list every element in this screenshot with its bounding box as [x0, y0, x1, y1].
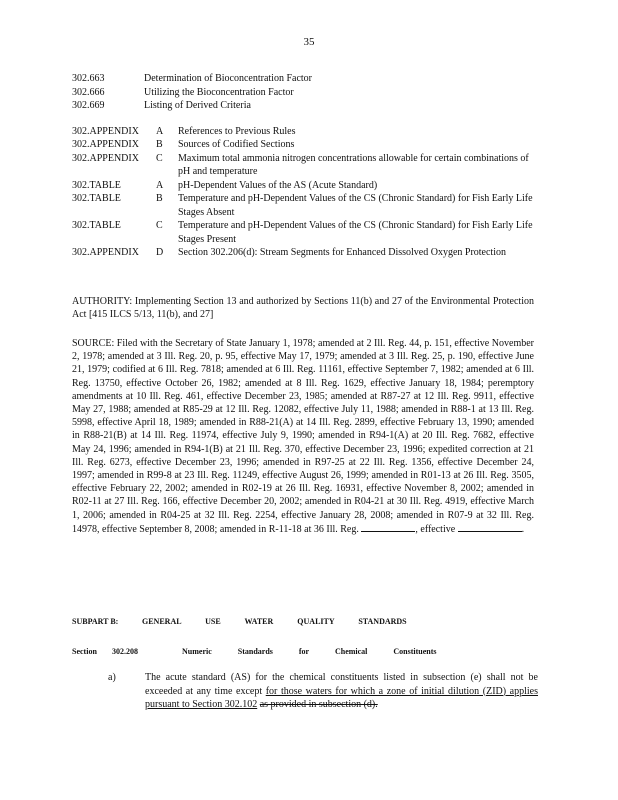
- toc-section: 302.663: [72, 73, 105, 84]
- toc-row: [72, 86, 542, 100]
- toc-title: Maximum total ammonia nitrogen concentrations allowable for certain combinations of pH and temperature: [178, 152, 529, 177]
- toc-row: [72, 72, 542, 86]
- toc-row: [72, 138, 542, 152]
- toc-section: 302.APPENDIX: [72, 139, 139, 150]
- subpart-heading: [72, 617, 407, 626]
- subsection-body: The acute standard (AS) for the chemical constituents listed in subsection (e) shall not be exceeded at any time except: [145, 672, 538, 697]
- toc-title: Temperature and pH-Dependent Values of the CS (Chronic Standard) for Fish Early Life Stages Present: [178, 220, 533, 245]
- toc-row: [72, 192, 542, 219]
- subsection-a: [108, 671, 538, 712]
- toc-section: 302.APPENDIX: [72, 125, 139, 137]
- toc-row: [72, 179, 542, 193]
- toc-section: 302.TABLE: [72, 193, 121, 204]
- toc-section: 302.APPENDIX: [72, 152, 139, 164]
- inserted-text: for those waters for which a zone of initial dilution (ZID) applies pursuant to Section 302.102: [145, 685, 539, 710]
- toc-title: Listing of Derived Criteria: [144, 100, 251, 111]
- section-label: Section: [72, 647, 97, 656]
- authority-note: AUTHORITY: Implementing Section 13 and authorized by Sections 11(b) and 27 of the Environmental Protection Act [415 ILCS 5/13, 11(b), and 27]: [72, 296, 534, 321]
- toc-section: 302.TABLE: [72, 179, 121, 191]
- toc-section: 302.APPENDIX: [72, 247, 139, 258]
- toc-row: [72, 219, 542, 246]
- section-title: Numeric Standards for Chemical Constituents: [182, 647, 437, 656]
- toc-title: pH-Dependent Values of the AS (Acute Standard): [178, 179, 378, 191]
- toc-row: [72, 99, 542, 113]
- toc-section: 302.666: [72, 86, 105, 98]
- section-heading: [72, 647, 437, 656]
- blank-line: [361, 522, 415, 532]
- subpart-label: SUBPART B:: [72, 617, 119, 626]
- subsection-label: a): [108, 672, 116, 683]
- source-effective: effective: [420, 523, 456, 535]
- toc-section: 302.TABLE: [72, 220, 121, 231]
- page-number: 35: [303, 36, 315, 48]
- table-of-contents: [72, 72, 542, 260]
- toc-row: [72, 246, 542, 260]
- subpart-title: GENERAL USE WATER QUALITY STANDARDS: [142, 617, 407, 626]
- toc-title: Sources of Codified Sections: [178, 139, 295, 150]
- toc-title: Utilizing the Bioconcentration Factor: [144, 86, 294, 98]
- toc-title: Temperature and pH-Dependent Values of the CS (Chronic Standard) for Fish Early Life Stages Absent: [178, 193, 533, 218]
- toc-letter: A: [156, 179, 164, 191]
- source-note: SOURCE: Filed with the Secretary of State January 1, 1978; amended at 2 Ill. Reg. 44, p. 151, effective November 2, 1978; amended at 3 Ill. Reg. 20, p. 95, effective May 17, 1979; amended at 3 Ill. Reg. 25, p. 190, effective June 21, 1979; codified at 6 Ill. Reg. 7818; amended at 6 Ill. Reg. 11161, effective September 7, 1982; amended at 6 Ill. Reg. 13750, effective October 26, 1982; amended at 8 Ill. Reg. 1629, effective January 18, 1984; peremptory amendments at 10 Ill. Reg. 461, effective December 23, 1985; amended at R87-27 at 12 Ill. Reg. 9911, effective May 27, 1988; amended at R85-29 at 12 Ill. Reg. 12082, effective July 11, 1988; amended in R88-1 at 13 Ill. Reg. 5998, effective April 18, 1989; amended in R88-21(A) at 14 Ill. Reg. 2899, effective February 13, 1990; amended in R88-21(B) at 14 Ill. Reg. 11974, effective July 9, 1990; amended in R94-1(A) at 20 Ill. Reg. 7682, effective May 24, 1996; amended in R94-1(B) at 21 Ill. Reg. 370, effective December 23, 1996; expedited correction at 21 Ill. Reg. 6273, effective December 23, 1996; amended in R97-25 at 22 Ill. Reg. 1356, effective December 24, 1997; amended in R99-8 at 23 Ill. Reg. 11249, effective August 26, 1999; amended in R01-13 at 26 Ill. Reg. 3505, effective February 22, 2002; amended in R02-19 at 26 Ill. Reg. 16931, effective November 8, 2002; amended in R02-11 at 27 Ill. Reg. 166, effective December 20, 2002; amended in R04-21 at 30 Ill. Reg. 4919, effective March 1, 2006; amended in R04-25 at 32 Ill. Reg. 2254, effective January 28, 2008; amended in R07-9 at 32 Ill. Reg. 14978, effective September 8, 2008; amended in R-11-18 at 36 Ill. Reg. , effective .: [72, 338, 534, 535]
- blank-line: [458, 522, 522, 532]
- subsection-text: [145, 671, 538, 712]
- toc-title: Determination of Bioconcentration Factor: [144, 73, 313, 84]
- toc-letter: B: [156, 193, 163, 204]
- toc-row: [72, 152, 542, 179]
- toc-letter: C: [156, 152, 163, 164]
- source-text: SOURCE: Filed with the Secretary of State January 1, 1978; amended at 2 Ill. Reg. 44, p. 151, effective November 2, 1978; amended at 3 Ill. Reg. 20, p. 95, effective May 17, 1979; amended at 3 Ill. Reg. 25, p. 190, effective June 21, 1979; codified at 6 Ill. Reg. 7818; amended at 6 Ill. Reg. 11161, effective September 7, 1982; amended at 6 Ill. Reg. 13750, effective October 26, 1982; amended at 8 Ill. Reg. 1629, effective January 18, 1984; peremptory amendments at 10 Ill. Reg. 461, effective December 23, 1985; amended at R87-27 at 12 Ill. Reg. 9911, effective May 27, 1988; amended at R85-29 at 12 Ill. Reg. 12082, effective July 11, 1988; amended in R88-1 at 13 Ill. Reg. 5998, effective April 18, 1989; amended in R88-21(A) at 14 Ill. Reg. 2899, effective February 13, 1990; amended in R88-21(B) at 14 Ill. Reg. 11974, effective July 9, 1990; amended in R94-1(A) at 20 Ill. Reg. 7682, effective May 24, 1996; amended in R94-1(B) at 21 Ill. Reg. 370, effective December 23, 1996; expedited correction at 21 Ill. Reg. 6273, effective December 23, 1996; amended in R97-25 at 22 Ill. Reg. 1356, effective December 24, 1997; amended in R99-8 at 23 Ill. Reg. 11249, effective August 26, 1999; amended in R01-13 at 26 Ill. Reg. 3505, effective February 22, 2002; amended in R02-19 at 26 Ill. Reg. 16931, effective November 8, 2002; amended in R02-11 at 27 Ill. Reg. 166, effective December 20, 2002; amended in R04-21 at 30 Ill. Reg. 4919, effective March 1, 2006; amended in R04-25 at 32 Ill. Reg. 2254, effective January 28, 2008; amended in R07-9 at 32 Ill. Reg. 14978, effective September 8, 2008; amended in R-11-18 at 36 Ill. Reg.: [72, 338, 534, 535]
- toc-section: 302.669: [72, 100, 105, 111]
- section-number: 302.208: [112, 647, 138, 656]
- toc-row: [72, 125, 542, 139]
- toc-letter: A: [156, 125, 164, 137]
- toc-title: References to Previous Rules: [178, 125, 296, 137]
- toc-letter: B: [156, 139, 163, 150]
- toc-letter: D: [156, 247, 164, 258]
- toc-letter: C: [156, 220, 163, 231]
- toc-title: Section 302.206(d): Stream Segments for Enhanced Dissolved Oxygen Protection: [178, 247, 506, 258]
- deleted-text: as provided in subsection (d).: [259, 699, 378, 710]
